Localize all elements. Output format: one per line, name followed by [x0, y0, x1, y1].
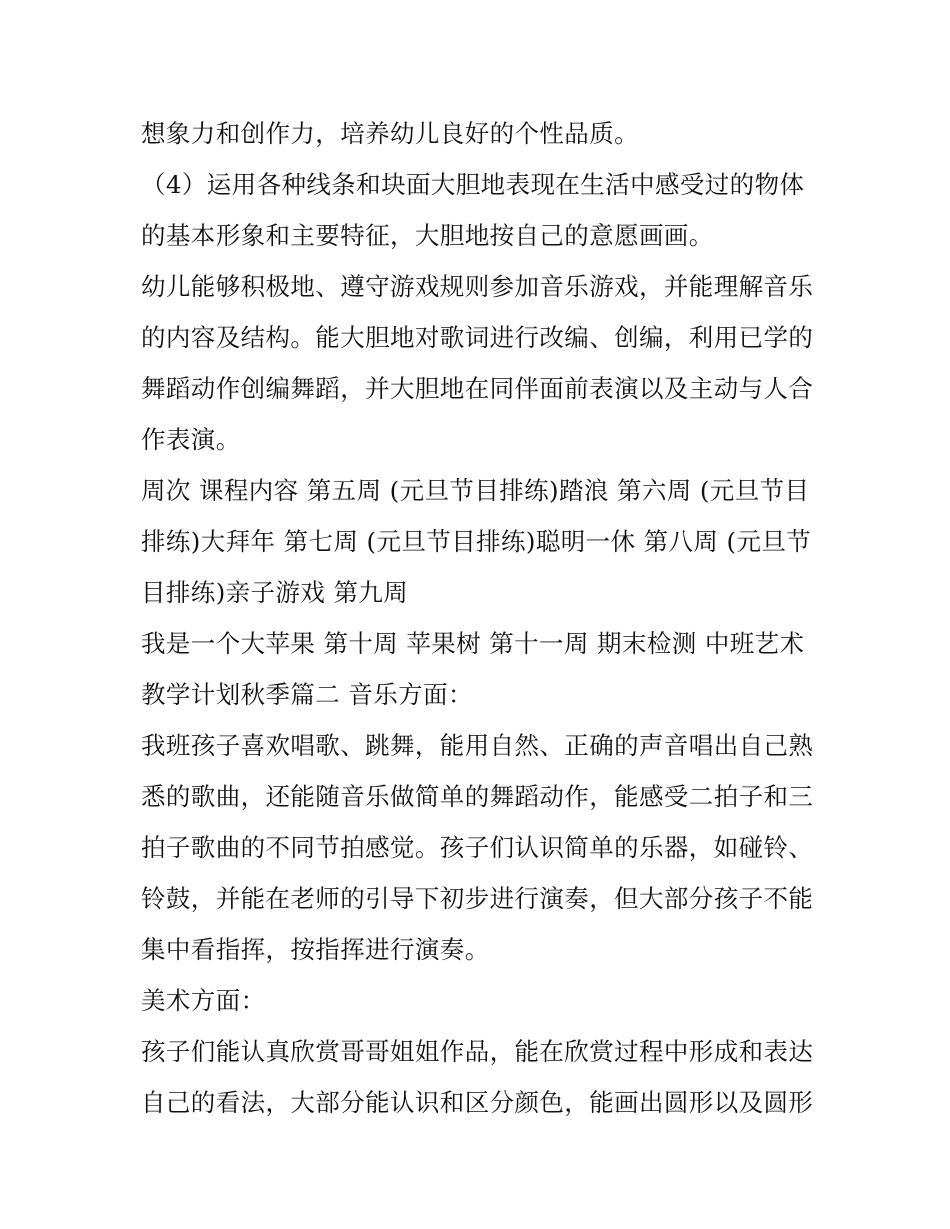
text-line: 悉的歌曲，还能随音乐做简单的舞蹈动作，能感受二拍子和三: [141, 782, 814, 811]
text-line: 的内容及结构。能大胆地对歌词进行改编、创编，利用已学的: [141, 323, 814, 352]
text-line: 幼儿能够积极地、遵守游戏规则参加音乐游戏，并能理解音乐: [141, 272, 814, 301]
text-line: 我是一个大苹果 第十周 苹果树 第十一周 期末检测 中班艺术: [141, 629, 805, 658]
document-body: [141, 108, 821, 1128]
text-line: 想象力和创作力，培养幼儿良好的个性品质。: [141, 119, 639, 148]
text-line: 教学计划秋季篇二 音乐方面：: [141, 680, 473, 709]
text-line: 拍子歌曲的不同节拍感觉。孩子们认识简单的乐器，如碰铃、: [141, 833, 814, 862]
text-line: 铃鼓，并能在老师的引导下初步进行演奏，但大部分孩子不能: [141, 884, 814, 913]
text-line: 自己的看法，大部分能认识和区分颜色，能画出圆形以及圆形: [141, 1088, 814, 1117]
text-line: 美术方面：: [141, 986, 266, 1015]
text-line: 排练)大拜年 第七周 (元旦节目排练)聪明一休 第八周 (元旦节: [141, 527, 812, 556]
text-line: 舞蹈动作创编舞蹈，并大胆地在同伴面前表演以及主动与人合: [141, 374, 814, 403]
text-line: 我班孩子喜欢唱歌、跳舞，能用自然、正确的声音唱出自己熟: [141, 731, 814, 760]
text-line: （4）运用各种线条和块面大胆地表现在生活中感受过的物体: [141, 170, 805, 199]
text-line: 集中看指挥，按指挥进行演奏。: [141, 935, 490, 964]
text-line: 目排练)亲子游戏 第九周: [141, 578, 409, 607]
text-line: 周次 课程内容 第五周 (元旦节目排练)踏浪 第六周 (元旦节目: [141, 476, 810, 505]
text-line: 孩子们能认真欣赏哥哥姐姐作品，能在欣赏过程中形成和表达: [141, 1037, 814, 1066]
text-line: 作表演。: [141, 425, 241, 454]
text-line: 的基本形象和主要特征，大胆地按自己的意愿画画。: [141, 221, 714, 250]
